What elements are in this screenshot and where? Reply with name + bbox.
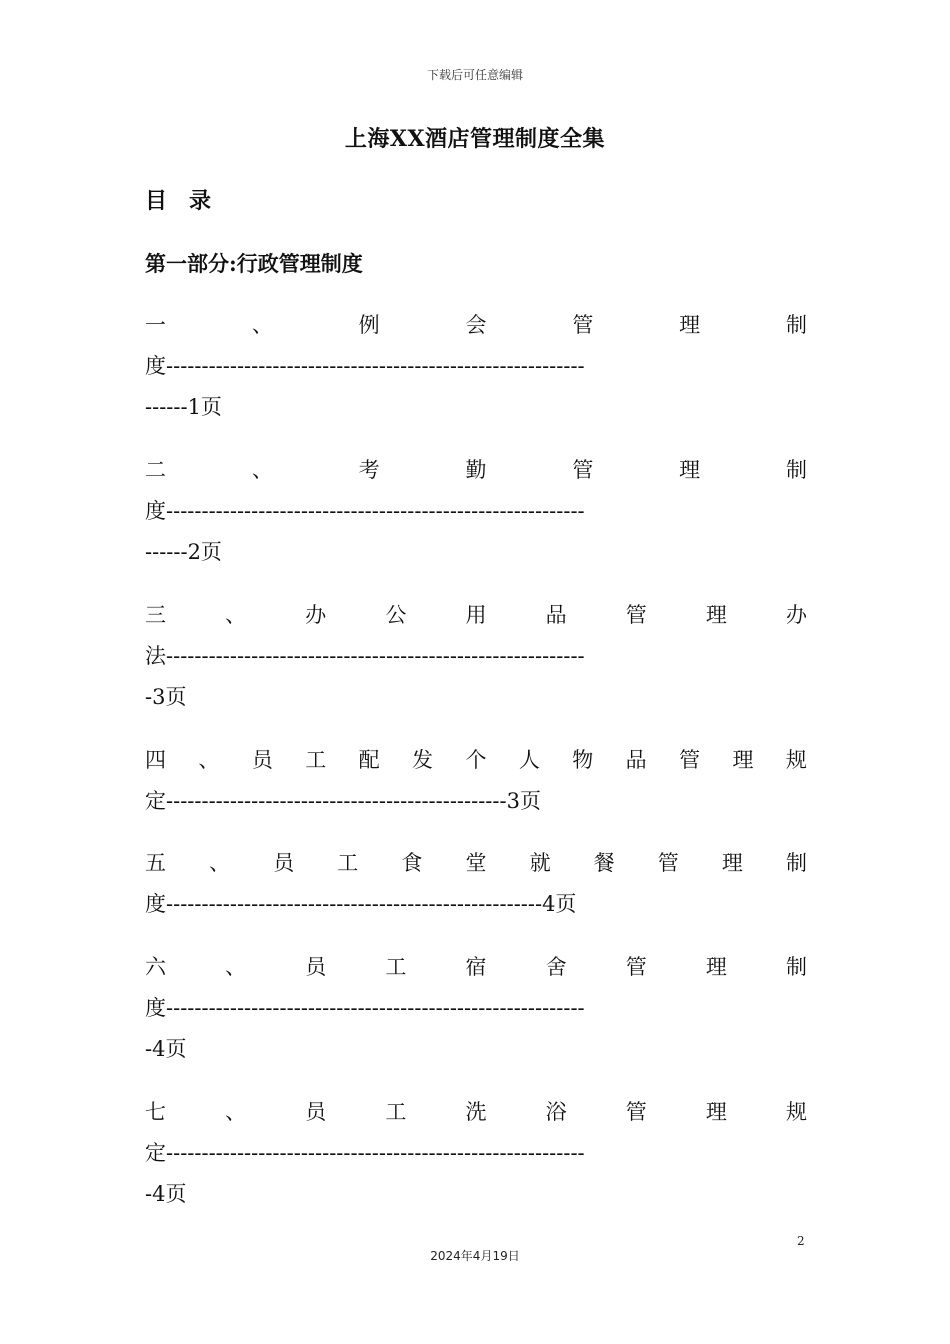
- toc-entry-char: 例: [358, 313, 380, 337]
- toc-entry-char: 配: [358, 748, 380, 772]
- toc-entry-char: 规: [785, 748, 807, 772]
- toc-entry-char: 、: [198, 748, 220, 772]
- toc-entry-char: 理: [721, 851, 743, 875]
- toc-entry-char: 发: [412, 748, 434, 772]
- toc-entry-char: 、: [251, 458, 273, 482]
- page-footer-date: 2024年4月19日: [430, 1249, 520, 1263]
- toc-entry-char: 规: [786, 1100, 807, 1124]
- toc-entry-char: 制: [785, 313, 807, 337]
- toc-entry-line1: [145, 848, 807, 878]
- toc-entry-char: 工: [305, 748, 327, 772]
- toc-entry-line1: [145, 600, 807, 630]
- toc-entry-char: 四: [145, 748, 166, 772]
- toc-entry-char: 七: [145, 1100, 166, 1124]
- toc-entry-char: 理: [705, 955, 727, 979]
- toc-entry-line1: [145, 952, 807, 982]
- toc-entry-char: 管: [625, 603, 647, 627]
- toc-entry-line2: 法-----------------------------------------------------------: [145, 644, 585, 668]
- toc-entry-char: 考: [358, 458, 380, 482]
- toc-entry-line1: [145, 455, 807, 485]
- toc-entry-line2: 定------------------------------------------------3页: [145, 789, 541, 813]
- toc-entry-char: 六: [145, 955, 166, 979]
- toc-entry-char: 品: [625, 748, 647, 772]
- toc-entry-char: 管: [572, 313, 594, 337]
- toc-entry-line2: 度-----------------------------------------------------------: [145, 996, 585, 1020]
- toc-entry-char: 管: [572, 458, 594, 482]
- toc-entry-char: 餐: [593, 851, 615, 875]
- toc-entry-line2: 度-----------------------------------------------------4页: [145, 892, 577, 916]
- toc-entry-line3: -4页: [145, 1182, 187, 1206]
- toc-entry-char: 、: [209, 851, 231, 875]
- toc-entry-char: 人: [518, 748, 540, 772]
- toc-entry-char: 制: [785, 458, 807, 482]
- toc-entry-line2: 度-----------------------------------------------------------: [145, 499, 585, 523]
- toc-entry-line1: [145, 745, 807, 775]
- toc-entry-char: 五: [145, 851, 166, 875]
- toc-entry-char: 食: [401, 851, 423, 875]
- toc-entry-char: 员: [273, 851, 295, 875]
- toc-entry-char: 员: [305, 955, 327, 979]
- page-header: 下载后可任意编辑: [426, 68, 523, 82]
- toc-entry-char: 勤: [465, 458, 487, 482]
- toc-entry-char: 员: [251, 748, 273, 772]
- toc-entry-line3: ------1页: [145, 395, 222, 419]
- toc-entry-char: 宿: [465, 955, 487, 979]
- toc-entry-char: 舍: [545, 955, 567, 979]
- toc-entry-char: 工: [385, 1100, 407, 1124]
- toc-entry-char: 二: [145, 458, 166, 482]
- toc-entry-char: 管: [679, 748, 701, 772]
- document-title: 上海XX酒店管理制度全集: [344, 126, 606, 152]
- toc-entry-char: 工: [385, 955, 407, 979]
- toc-entry-line2: 定-----------------------------------------------------------: [145, 1141, 585, 1165]
- toc-entry-line2: 度-----------------------------------------------------------: [145, 354, 585, 378]
- toc-entry-line1: [145, 1097, 807, 1127]
- toc-entry-char: 、: [225, 603, 247, 627]
- page-number: 2: [797, 1234, 805, 1248]
- toc-entry-char: 品: [545, 603, 567, 627]
- toc-entry-char: 制: [786, 955, 807, 979]
- toc-entry-char: 工: [337, 851, 359, 875]
- toc-entry-char: 、: [225, 955, 247, 979]
- toc-entry-char: 、: [251, 313, 273, 337]
- toc-entry-char: 会: [465, 313, 487, 337]
- toc-entry-char: 管: [657, 851, 679, 875]
- section-heading: 第一部分:行政管理制度: [145, 251, 363, 276]
- toc-entry-char: 办: [786, 603, 807, 627]
- toc-entry-char: 物: [572, 748, 594, 772]
- toc-entry-line3: -3页: [145, 685, 187, 709]
- toc-entry-char: 堂: [465, 851, 487, 875]
- toc-entry-line3: ------2页: [145, 540, 222, 564]
- toc-entry-char: 理: [705, 1100, 727, 1124]
- toc-entry-char: 理: [732, 748, 754, 772]
- toc-entry-char: 办: [305, 603, 327, 627]
- toc-entry-char: 个: [465, 748, 487, 772]
- toc-entry-char: 理: [679, 313, 701, 337]
- toc-entry-char: 一: [145, 313, 166, 337]
- toc-entry-char: 公: [385, 603, 407, 627]
- toc-entry-line1: [145, 310, 807, 340]
- toc-entry-char: 管: [625, 1100, 647, 1124]
- toc-entry-char: 、: [225, 1100, 247, 1124]
- toc-entry-char: 理: [679, 458, 701, 482]
- toc-entry-char: 浴: [545, 1100, 567, 1124]
- toc-entry-char: 用: [465, 603, 487, 627]
- toc-entry-char: 理: [705, 603, 727, 627]
- toc-entry-char: 就: [529, 851, 551, 875]
- toc-entry-char: 三: [145, 603, 166, 627]
- toc-entry-char: 员: [305, 1100, 327, 1124]
- toc-entry-line3: -4页: [145, 1037, 187, 1061]
- toc-entry-char: 制: [785, 851, 807, 875]
- toc-heading: 目 录: [145, 188, 212, 214]
- toc-entry-char: 管: [625, 955, 647, 979]
- toc-entry-char: 洗: [465, 1100, 487, 1124]
